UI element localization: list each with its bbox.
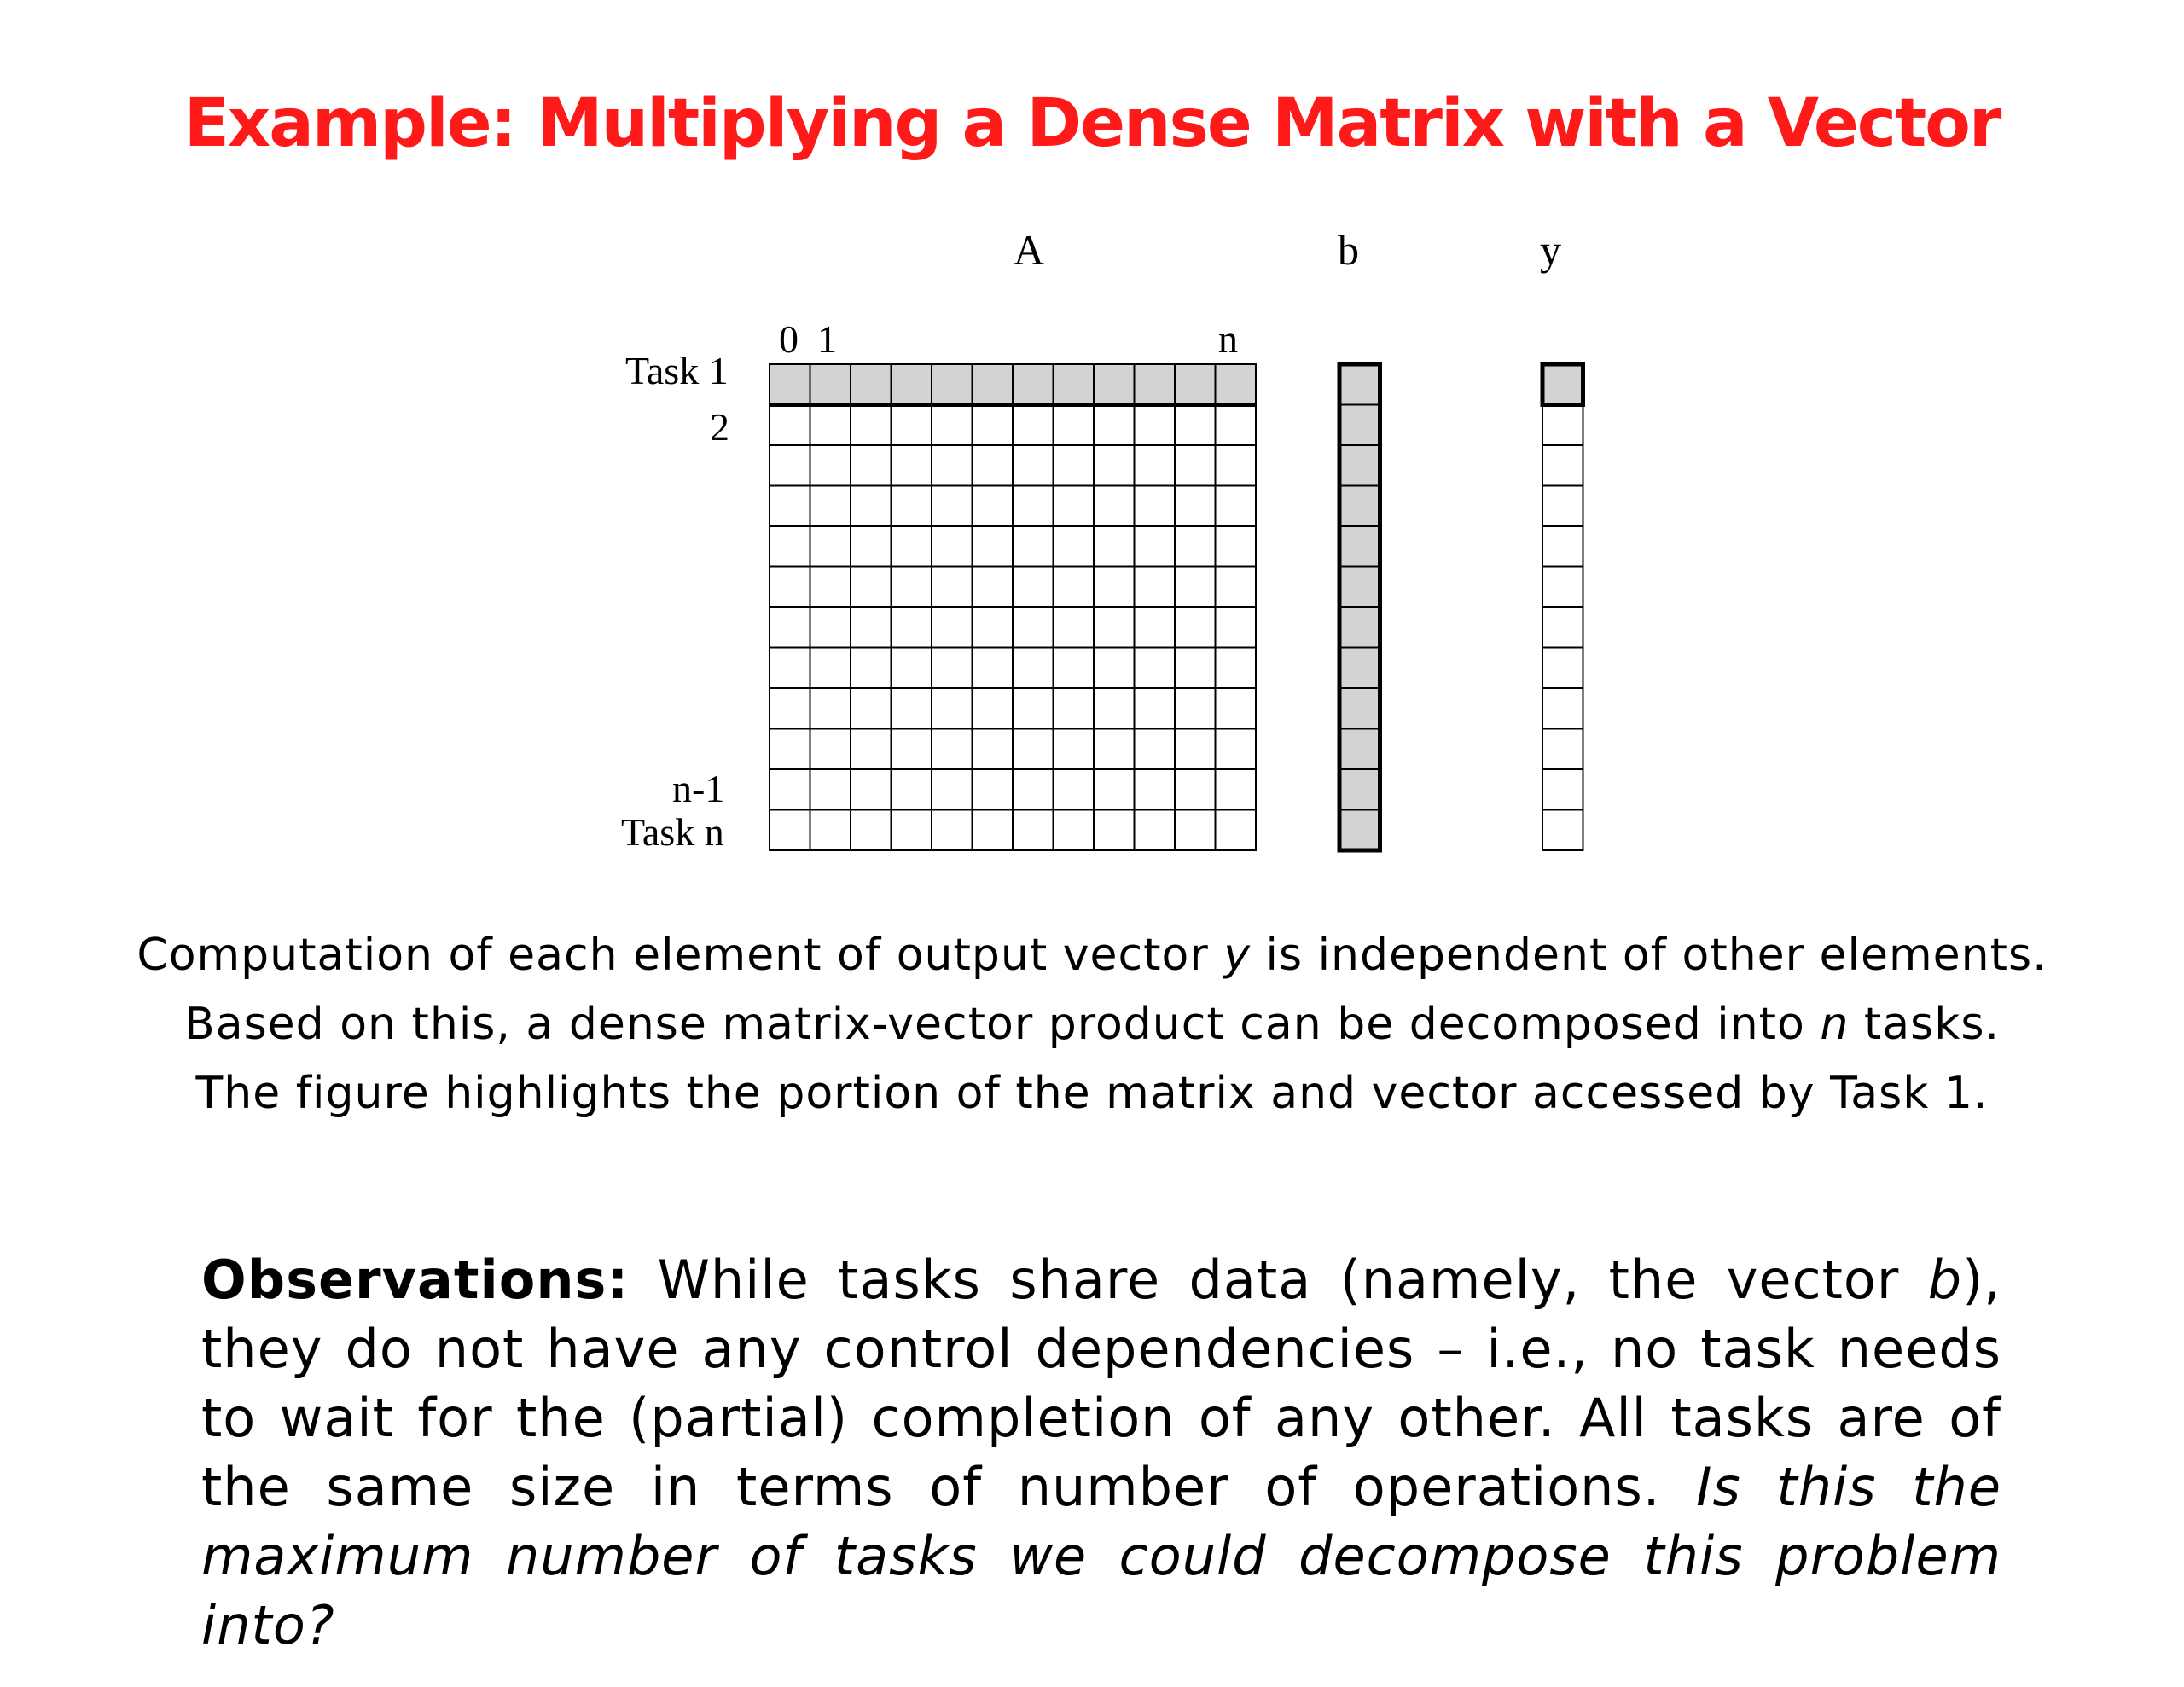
matrix-cell [770, 445, 810, 486]
matrix-cell [810, 607, 851, 648]
matrix-cell [851, 688, 892, 729]
matrix-cell [1054, 405, 1095, 446]
caption-part-1: Computation of each element of output vector [136, 930, 1224, 981]
matrix-cell [892, 486, 932, 527]
matrix-cell [770, 607, 810, 648]
slide-title: Example: Multiplying a Dense Matrix with a Vector [183, 85, 2001, 162]
matrix-cell [1175, 567, 1216, 608]
matrix-cell [1175, 648, 1216, 689]
matrix-cell [1216, 526, 1257, 567]
matrix-cell-highlighted [892, 364, 932, 405]
vector-y-cell [1542, 769, 1583, 810]
vector-y-cell [1542, 405, 1583, 446]
matrix-cell [770, 769, 810, 810]
matrix-cell [1175, 607, 1216, 648]
matrix-cell [973, 729, 1014, 770]
matrix-cell [973, 526, 1014, 567]
matrix-cell-highlighted [1135, 364, 1176, 405]
matrix-cell [851, 810, 892, 851]
matrix-cell [1135, 445, 1176, 486]
matrix-cell [1216, 405, 1257, 446]
matrix-cell [851, 729, 892, 770]
matrix-cell [1216, 486, 1257, 527]
vector-b-cell [1339, 607, 1380, 648]
vector-b-cell [1339, 648, 1380, 689]
matrix-cell [1175, 486, 1216, 527]
matrix-cell [1013, 729, 1054, 770]
matrix-cell [932, 405, 973, 446]
col-label-1: 1 [817, 317, 837, 361]
matrix-cell [810, 567, 851, 608]
matrix-cell [1175, 729, 1216, 770]
observations-question: Is this the maximum number of tasks we could decompose this problem into? [201, 1456, 2001, 1656]
matrix-cell [1094, 445, 1135, 486]
matrix-cell [810, 405, 851, 446]
vector-y-cell [1542, 810, 1583, 851]
matrix-a-label: A [1014, 226, 1045, 274]
matrix-cell [1094, 810, 1135, 851]
matrix-cell [1094, 567, 1135, 608]
matrix-cell [1013, 607, 1054, 648]
matrix-cell [851, 607, 892, 648]
matrix-cell [1013, 405, 1054, 446]
matrix-cell [1094, 729, 1135, 770]
matrix-cell [1216, 445, 1257, 486]
matrix-cell [1135, 405, 1176, 446]
matrix-cell-highlighted [932, 364, 973, 405]
matrix-cell-highlighted [1054, 364, 1095, 405]
matrix-cell-highlighted [1175, 364, 1216, 405]
vector-b-cell [1339, 486, 1380, 527]
matrix-cell [770, 526, 810, 567]
vector-y-cell-highlighted [1542, 364, 1583, 405]
matrix-cell [973, 648, 1014, 689]
matrix-cell [1094, 688, 1135, 729]
matrix-cell [1094, 526, 1135, 567]
matrix-cell [1135, 810, 1176, 851]
matrix-cell [1175, 445, 1216, 486]
matrix-cell-highlighted [1216, 364, 1257, 405]
vector-b-cell [1339, 688, 1380, 729]
observations-part-2: ), they do not have any control dependencies – i.e., no task needs to wait for the (partial) completion of any other. All tasks are of the same size in terms of number of operations. [201, 1249, 2001, 1518]
matrix-cell [851, 445, 892, 486]
matrix-cell [1094, 769, 1135, 810]
vector-b-cell [1339, 810, 1380, 851]
observations-b: b [1927, 1249, 1963, 1311]
matrix-cell [932, 769, 973, 810]
matrix-cell-highlighted [770, 364, 810, 405]
matrix-cell [973, 405, 1014, 446]
vector-b-cell [1339, 769, 1380, 810]
matrix-cell [1094, 486, 1135, 527]
vector-b-cell [1339, 405, 1380, 446]
matrix-cell [932, 526, 973, 567]
matrix-cell [1135, 567, 1176, 608]
matrix-cell [770, 567, 810, 608]
matrix-cell [851, 769, 892, 810]
matrix-cell [770, 486, 810, 527]
matrix-cell [1175, 688, 1216, 729]
caption-n: n [1820, 999, 1850, 1050]
matrix-cell [810, 810, 851, 851]
matrix-a-grid [770, 364, 1256, 850]
matrix-cell [973, 445, 1014, 486]
matrix-cell [810, 729, 851, 770]
caption-y: y [1223, 930, 1252, 981]
matrix-cell [1216, 688, 1257, 729]
matrix-cell [770, 648, 810, 689]
matrix-cell [1135, 688, 1176, 729]
observations [201, 1245, 2001, 1660]
matrix-cell [973, 810, 1014, 851]
vector-y-cell [1542, 607, 1583, 648]
matrix-cell [892, 810, 932, 851]
matrix-cell [1216, 567, 1257, 608]
matrix-cell [1054, 445, 1095, 486]
matrix-cell [1094, 648, 1135, 689]
matrix-cell [1094, 607, 1135, 648]
matrix-cell [1054, 526, 1095, 567]
vector-y-cell [1542, 648, 1583, 689]
matrix-cell [851, 648, 892, 689]
matrix-cell [1054, 688, 1095, 729]
vector-y-cell [1542, 567, 1583, 608]
matrix-cell [851, 567, 892, 608]
vector-y-cell [1542, 445, 1583, 486]
matrix-cell [892, 688, 932, 729]
matrix-cell [1175, 405, 1216, 446]
matrix-cell [1013, 445, 1054, 486]
matrix-cell [973, 567, 1014, 608]
caption-part-3: tasks. The figure highlights the portion of the matrix and vector accessed by Task 1. [195, 999, 2000, 1119]
matrix-cell [932, 729, 973, 770]
vector-y-cell [1542, 526, 1583, 567]
matrix-cell [892, 729, 932, 770]
matrix-cell [1054, 567, 1095, 608]
vector-y [1542, 364, 1583, 850]
matrix-cell [892, 607, 932, 648]
matrix-cell [810, 486, 851, 527]
caption-part-2: is independent of other elements. Based on this, a dense matrix-vector product can be decomposed into [184, 930, 2048, 1050]
matrix-cell [1013, 567, 1054, 608]
matrix-cell [932, 486, 973, 527]
matrix-cell-highlighted [1013, 364, 1054, 405]
matrix-cell [1013, 688, 1054, 729]
matrix-cell [1013, 486, 1054, 527]
matrix-cell [1094, 405, 1135, 446]
vector-b [1339, 364, 1380, 850]
matrix-cell [892, 526, 932, 567]
matrix-cell [1054, 769, 1095, 810]
observations-part-1: While tasks share data (namely, the vector [629, 1249, 1928, 1311]
matrix-cell [1216, 607, 1257, 648]
matrix-cell [1216, 729, 1257, 770]
matrix-cell [932, 445, 973, 486]
matrix-cell [892, 769, 932, 810]
matrix-cell [1013, 810, 1054, 851]
matrix-cell [1135, 648, 1176, 689]
matrix-cell [851, 486, 892, 527]
matrix-cell-highlighted [851, 364, 892, 405]
matrix-cell [1054, 486, 1095, 527]
matrix-cell [1135, 607, 1176, 648]
vector-b-cell [1339, 567, 1380, 608]
vector-b-cell [1339, 526, 1380, 567]
matrix-cell [810, 445, 851, 486]
matrix-cell [1216, 648, 1257, 689]
vector-y-cell [1542, 486, 1583, 527]
matrix-cell [1175, 526, 1216, 567]
row-label-n-minus-1: n-1 [672, 767, 725, 810]
matrix-cell [1013, 526, 1054, 567]
matrix-cell [1216, 810, 1257, 851]
row-label-task-1: Task 1 [625, 349, 729, 392]
matrix-cell [1013, 769, 1054, 810]
caption [136, 921, 2048, 1128]
matrix-cell [770, 405, 810, 446]
matrix-cell [973, 486, 1014, 527]
matrix-cell [1216, 769, 1257, 810]
vector-y-label: y [1540, 226, 1561, 274]
matrix-cell [1135, 486, 1176, 527]
matrix-cell [851, 405, 892, 446]
matrix-cell [1054, 607, 1095, 648]
matrix-cell [1175, 810, 1216, 851]
matrix-cell-highlighted [810, 364, 851, 405]
matrix-cell [1135, 769, 1176, 810]
matrix-cell-highlighted [973, 364, 1014, 405]
matrix-cell [770, 729, 810, 770]
matrix-cell [1135, 729, 1176, 770]
row-label-task-n: Task n [621, 810, 724, 854]
matrix-cell-highlighted [1094, 364, 1135, 405]
matrix-cell [770, 810, 810, 851]
matrix-cell [892, 405, 932, 446]
matrix-cell [973, 769, 1014, 810]
vector-b-label: b [1338, 226, 1359, 274]
matrix-cell [1135, 526, 1176, 567]
matrix-cell [892, 567, 932, 608]
vector-y-cell [1542, 729, 1583, 770]
matrix-cell [932, 607, 973, 648]
matrix-cell [810, 688, 851, 729]
matrix-cell [932, 567, 973, 608]
vector-b-cell [1339, 445, 1380, 486]
matrix-cell [810, 526, 851, 567]
matrix-cell [810, 769, 851, 810]
observations-heading: Observations: [201, 1249, 630, 1311]
vector-b-cell [1339, 729, 1380, 770]
vector-b-cell [1339, 364, 1380, 405]
matrix-cell [1054, 648, 1095, 689]
matrix-cell [1175, 769, 1216, 810]
matrix-cell [892, 648, 932, 689]
matrix-cell [1054, 810, 1095, 851]
vector-y-cell [1542, 688, 1583, 729]
matrix-cell [932, 648, 973, 689]
matrix-cell [1013, 648, 1054, 689]
matrix-cell [973, 607, 1014, 648]
matrix-cell [810, 648, 851, 689]
matrix-cell [973, 688, 1014, 729]
matrix-cell [932, 810, 973, 851]
matrix-cell [851, 526, 892, 567]
col-label-0: 0 [779, 317, 799, 361]
matrix-cell [770, 688, 810, 729]
matrix-cell [892, 445, 932, 486]
row-label-2: 2 [710, 405, 729, 449]
matrix-cell [1054, 729, 1095, 770]
col-label-n: n [1218, 317, 1238, 361]
matrix-cell [932, 688, 973, 729]
